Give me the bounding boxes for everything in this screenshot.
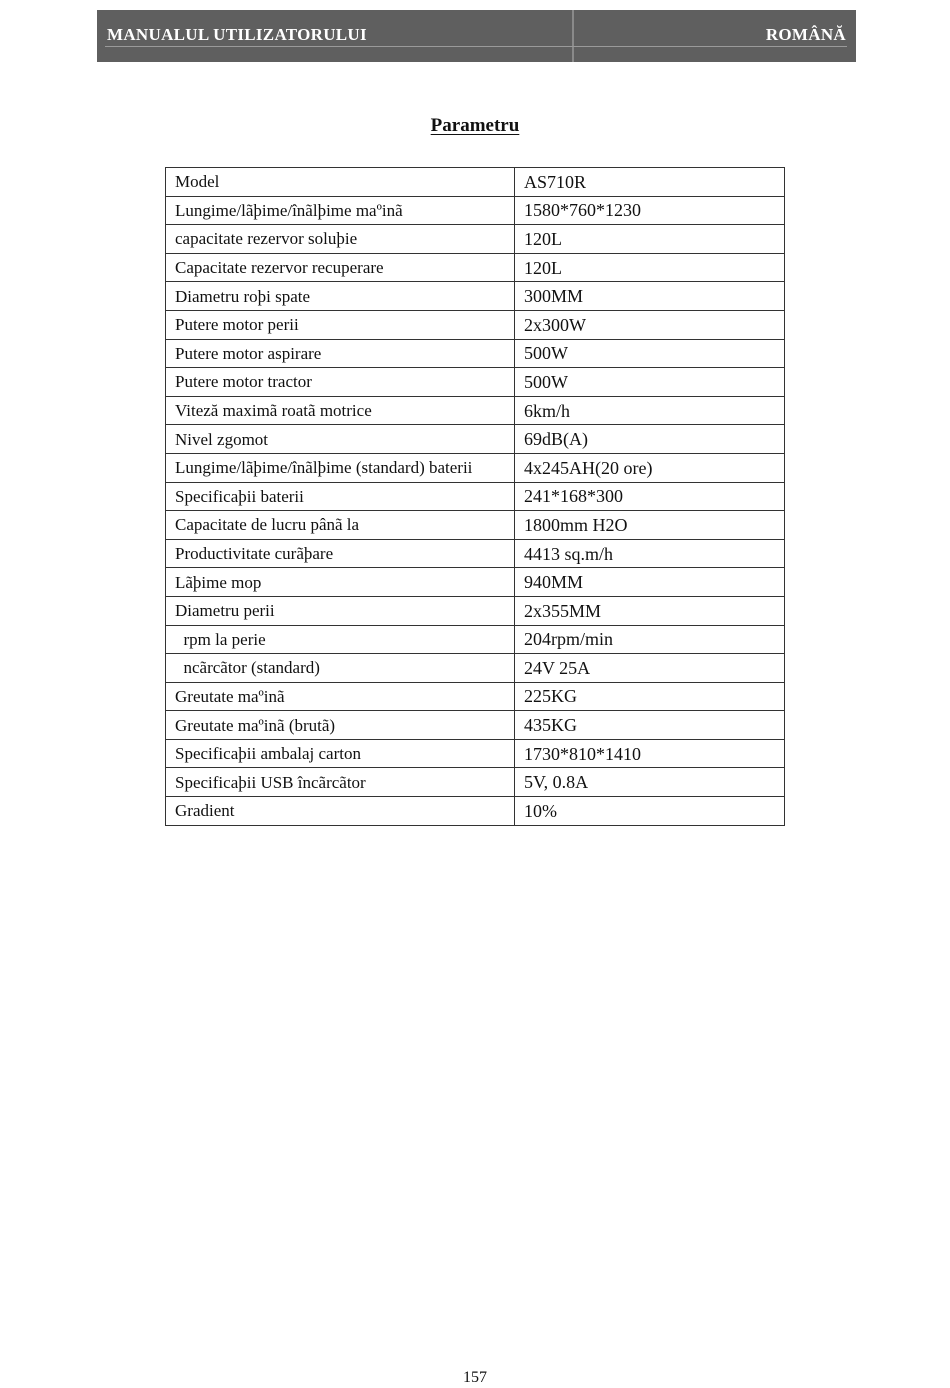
table-row	[166, 396, 785, 425]
table-row	[166, 539, 785, 568]
parameter-name: Specificaþii ambalaj carton	[166, 739, 515, 768]
parameter-value: 1800mm H2O	[515, 511, 785, 540]
parameter-name: Gradient	[166, 797, 515, 826]
parameters-table-body	[166, 168, 785, 826]
table-row	[166, 339, 785, 368]
parameter-name: Diametru perii	[166, 596, 515, 625]
table-row	[166, 482, 785, 511]
parameter-name: Lungime/lãþime/înãlþime maºinã	[166, 196, 515, 225]
table-row	[166, 511, 785, 540]
parameter-value: 4x245AH(20 ore)	[515, 453, 785, 482]
parameter-name: Greutate maºinã	[166, 682, 515, 711]
table-row	[166, 168, 785, 197]
parameter-name: rpm la perie	[166, 625, 515, 654]
header-bar	[97, 10, 856, 62]
parameter-value: 24V 25A	[515, 654, 785, 683]
parameter-value: 204rpm/min	[515, 625, 785, 654]
header-divider	[572, 10, 574, 62]
table-row	[166, 425, 785, 454]
parameter-value: 1580*760*1230	[515, 196, 785, 225]
table-row	[166, 596, 785, 625]
table-row	[166, 682, 785, 711]
table-row	[166, 625, 785, 654]
parameter-value: 69dB(A)	[515, 425, 785, 454]
page-title	[0, 115, 950, 137]
parameter-value: 2x300W	[515, 310, 785, 339]
table-row	[166, 711, 785, 740]
table-row	[166, 453, 785, 482]
table-row	[166, 654, 785, 683]
table-row	[166, 253, 785, 282]
header-manual-title: MANUALUL UTILIZATORULUI	[107, 25, 367, 44]
page-number: 157	[463, 1369, 487, 1386]
parameter-value: 500W	[515, 339, 785, 368]
table-row	[166, 768, 785, 797]
table-row	[166, 368, 785, 397]
parameter-value: 500W	[515, 368, 785, 397]
parameter-value: 4413 sq.m/h	[515, 539, 785, 568]
parameter-name: Productivitate curãþare	[166, 539, 515, 568]
parameter-value: 225KG	[515, 682, 785, 711]
parameter-name: Lungime/lãþime/înãlþime (standard) baterii	[166, 453, 515, 482]
parameter-name: Greutate maºinã (brutã)	[166, 711, 515, 740]
parameter-value: AS710R	[515, 168, 785, 197]
parameter-name: Model	[166, 168, 515, 197]
parameter-name: Capacitate de lucru pânã la	[166, 511, 515, 540]
parameter-value: 1730*810*1410	[515, 739, 785, 768]
parameter-value: 120L	[515, 253, 785, 282]
table-row	[166, 225, 785, 254]
parameter-name: capacitate rezervor soluþie	[166, 225, 515, 254]
parameter-value: 5V, 0.8A	[515, 768, 785, 797]
table-row	[166, 797, 785, 826]
parameter-value: 435KG	[515, 711, 785, 740]
table-row	[166, 282, 785, 311]
parameter-name: Lãþime mop	[166, 568, 515, 597]
header-language: ROMÂNĂ	[765, 25, 846, 44]
parameter-name: Viteză maximã roatã motrice	[166, 396, 515, 425]
parameter-value: 6km/h	[515, 396, 785, 425]
parameter-value: 10%	[515, 797, 785, 826]
parameter-value: 120L	[515, 225, 785, 254]
parameter-name: Putere motor perii	[166, 310, 515, 339]
parameter-name: Putere motor aspirare	[166, 339, 515, 368]
header-rule-right	[485, 46, 847, 47]
parameters-table	[165, 167, 785, 826]
parameter-name: Capacitate rezervor recuperare	[166, 253, 515, 282]
parameter-value: 2x355MM	[515, 596, 785, 625]
parameter-value: 300MM	[515, 282, 785, 311]
parameter-value: 940MM	[515, 568, 785, 597]
parameter-name: Putere motor tractor	[166, 368, 515, 397]
table-row	[166, 310, 785, 339]
table-row	[166, 739, 785, 768]
parameter-name: Specificaþii baterii	[166, 482, 515, 511]
parameter-name: Specificaþii USB încãrcãtor	[166, 768, 515, 797]
table-row	[166, 196, 785, 225]
table-row	[166, 568, 785, 597]
parameter-name: Nivel zgomot	[166, 425, 515, 454]
parameter-value: 241*168*300	[515, 482, 785, 511]
page-title-text: Parametru	[430, 115, 520, 136]
parameter-name: Diametru roþi spate	[166, 282, 515, 311]
parameter-name: ncãrcãtor (standard)	[166, 654, 515, 683]
